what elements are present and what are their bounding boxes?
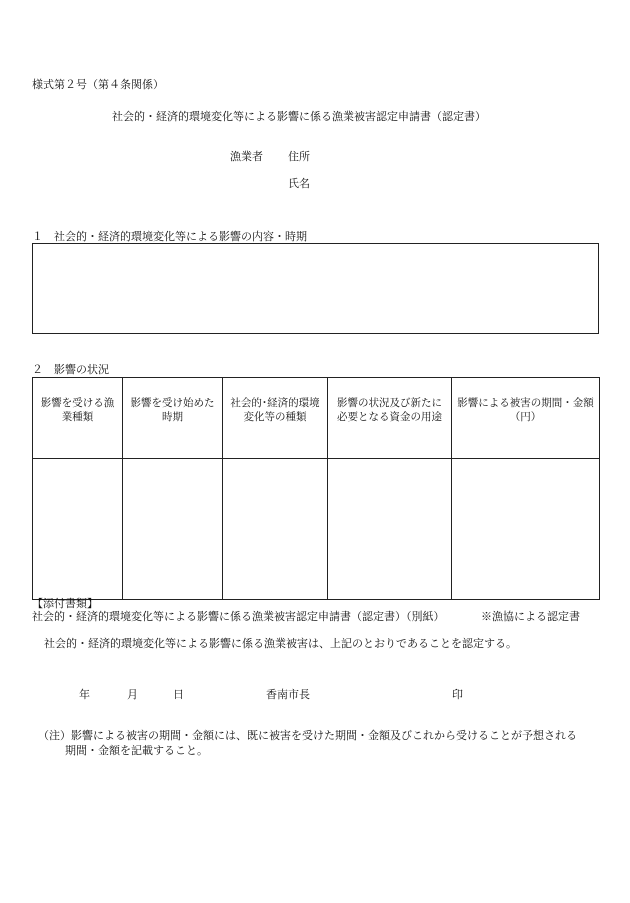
header-line: 必要となる資金の用途 [337,411,442,423]
impact-table-header [33,378,600,459]
note [38,728,598,758]
header-line: 時期 [162,411,183,423]
header-line: （円） [509,411,542,423]
seal-label: 印 [452,688,463,701]
cell-change-type[interactable] [223,459,328,600]
header-damage-amount [452,378,600,459]
attachments-heading: 【添付書類】 [32,597,98,610]
name-label: 氏名 [288,177,310,190]
header-line: 影響の状況及び新たに [337,397,442,409]
header-line: 変化等の種類 [243,411,307,423]
document-title: 社会的・経済的環境変化等による影響に係る漁業被害認定申請書（認定書） [112,110,486,123]
section1-content-box[interactable] [32,243,599,334]
cell-damage-amount[interactable] [452,459,600,600]
impact-table [32,377,600,600]
header-line: 業種類 [61,411,94,423]
header-impact-status [328,378,452,459]
note-line-1 [38,728,598,743]
form-number: 様式第２号（第４条関係） [32,78,164,91]
attachment-remark: ※漁協による認定書 [481,610,580,623]
section1-heading: １ 社会的・経済的環境変化等による影響の内容・時期 [32,230,307,243]
cell-impact-start[interactable] [123,459,223,600]
authority-label: 香南市長 [266,688,310,701]
certification-statement: 社会的・経済的環境変化等による影響に係る漁業被害は、上記のとおりであることを認定する。 [44,637,517,650]
applicant-label: 漁業者 [230,150,263,163]
header-change-type [223,378,328,459]
header-line: 影響を受け始めた [130,397,215,409]
header-fishery-type [33,378,123,459]
note-text: 影響による被害の期間・金額には、既に被害を受けた期間・金額及びこれから受けることが予想される [71,729,577,742]
header-line: 社会的･経済的環境 [230,397,320,409]
date-day-label: 日 [173,688,184,701]
date-month-label: 月 [127,688,138,701]
attachment-item: 社会的・経済的環境変化等による影響に係る漁業被害認定申請書（認定書）（別紙） [32,610,445,623]
header-line: 影響による被害の期間・金額 [457,397,594,409]
cell-impact-status[interactable] [328,459,452,600]
table-row [33,459,600,600]
note-label: （注） [38,729,71,742]
note-line-2: 期間・金額を記載すること。 [65,744,208,757]
section2-heading: ２ 影響の状況 [32,363,109,376]
cell-fishery-type[interactable] [33,459,123,600]
address-label: 住所 [288,150,310,163]
date-year-label: 年 [79,688,90,701]
header-impact-start [123,378,223,459]
header-line: 影響を受ける漁 [40,397,115,409]
